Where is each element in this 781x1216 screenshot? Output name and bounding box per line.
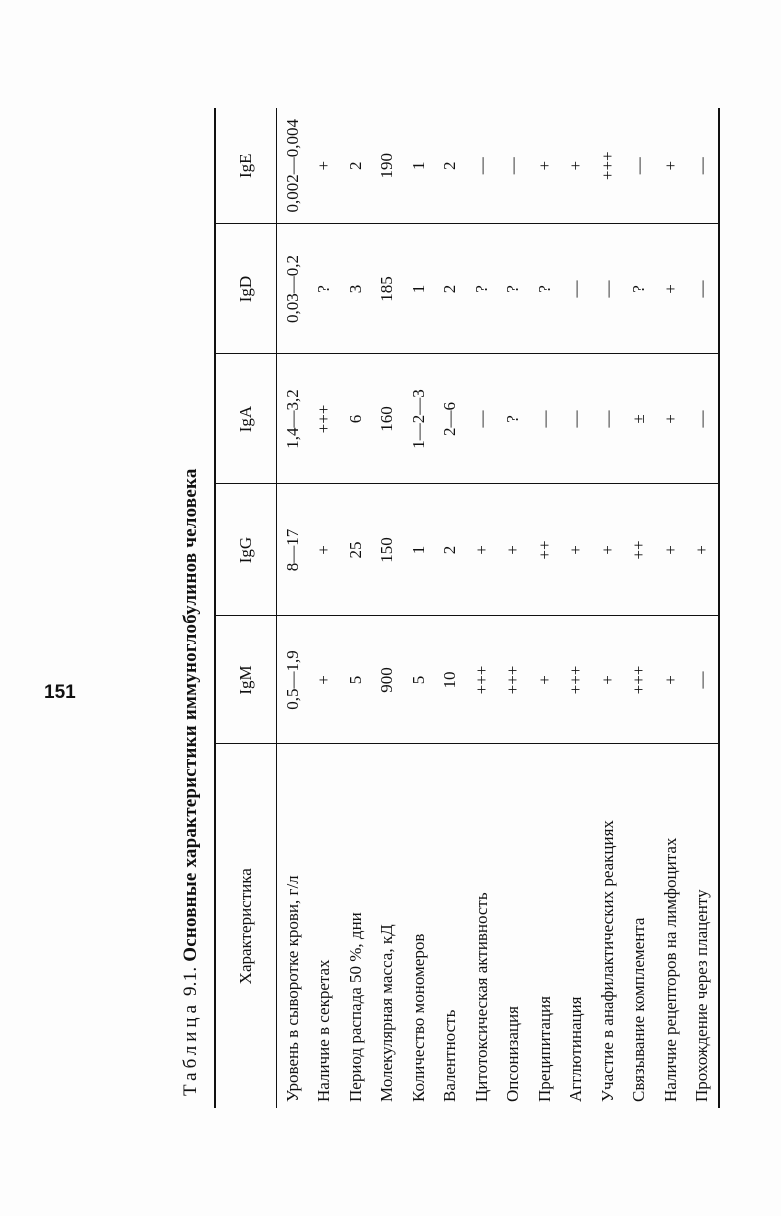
- row-label: Преципитация: [529, 744, 561, 1108]
- table-cell: 8—17: [277, 484, 309, 616]
- table-cell: —: [503, 157, 523, 175]
- table-cell: +: [655, 484, 687, 616]
- table-cell: 3: [340, 224, 372, 354]
- table-cell: —: [561, 354, 593, 484]
- table-cell: 2—6: [435, 354, 467, 484]
- table-cell: 5: [403, 616, 435, 744]
- table-cell: 1: [403, 224, 435, 354]
- row-label: Участие в анафилактических реакциях: [592, 744, 624, 1108]
- row-label: Период распада 50 %, дни: [340, 744, 372, 1108]
- table-row: [372, 108, 404, 1108]
- table-cell: 10: [435, 616, 467, 744]
- table-row: [655, 108, 687, 1108]
- row-label: Валентность: [435, 744, 467, 1108]
- table-cell: 900: [372, 616, 404, 744]
- caption-number: 9.1.: [180, 966, 201, 997]
- table-row: [498, 108, 530, 1108]
- table-row: [561, 108, 593, 1108]
- table-cell: +++: [309, 354, 341, 484]
- table-cell: +: [592, 484, 624, 616]
- table-cell: ±: [624, 354, 656, 484]
- table-cell: +: [655, 224, 687, 354]
- table-cell: +: [309, 616, 341, 744]
- table-cell: 1: [403, 484, 435, 616]
- table-cell: +++: [498, 616, 530, 744]
- table-cell: ?: [529, 224, 561, 354]
- table-cell: +: [655, 354, 687, 484]
- row-label: Молекулярная масса, кД: [372, 744, 404, 1108]
- header-characteristic: Характеристика: [215, 744, 277, 1108]
- table-cell: ?: [498, 354, 530, 484]
- table-cell: —: [471, 157, 491, 175]
- table-body: [277, 108, 720, 1108]
- table-cell: —: [629, 157, 649, 175]
- table-row: [277, 108, 309, 1108]
- table-cell: +: [592, 616, 624, 744]
- table-header-row: [215, 108, 277, 1108]
- table-cell: +: [498, 484, 530, 616]
- table-cell: ?: [498, 224, 530, 354]
- row-label: Агглютинация: [561, 744, 593, 1108]
- header-igg: IgG: [215, 484, 277, 616]
- table-row: [592, 108, 624, 1108]
- table-cell: —: [466, 354, 498, 484]
- table-cell: ++: [624, 484, 656, 616]
- row-label: Прохождение через плаценту: [687, 744, 720, 1108]
- table-cell: 190: [377, 153, 397, 179]
- table-cell: +: [561, 484, 593, 616]
- table-cell: ?: [624, 224, 656, 354]
- table-cell: +++: [561, 616, 593, 744]
- table-cell: +++: [624, 616, 656, 744]
- header-iga: IgA: [215, 354, 277, 484]
- table-row: [403, 108, 435, 1108]
- row-label: Наличие рецепторов на лимфоцитах: [655, 744, 687, 1108]
- table-cell: —: [687, 354, 720, 484]
- table-row: [309, 108, 341, 1108]
- page-number: 151: [44, 682, 76, 703]
- table-cell: 5: [340, 616, 372, 744]
- table-row: [340, 108, 372, 1108]
- table-cell: +: [687, 484, 720, 616]
- table-cell: 160: [372, 354, 404, 484]
- table-cell: —: [687, 108, 720, 224]
- table-row: [687, 108, 720, 1108]
- table-cell: —: [687, 616, 720, 744]
- row-label: Уровень в сыворотке крови, г/л: [277, 744, 309, 1108]
- table-cell: 2: [440, 161, 460, 170]
- table-row: [466, 108, 498, 1108]
- table-cell: —: [592, 224, 624, 354]
- table-cell: 1: [408, 161, 428, 170]
- table-cell: 150: [372, 484, 404, 616]
- table-cell: —: [687, 224, 720, 354]
- table-cell: +++: [466, 616, 498, 744]
- table-cell: —: [561, 224, 593, 354]
- header-igm: IgM: [215, 616, 277, 744]
- immunoglobulin-table: [214, 108, 720, 1108]
- table-row: [435, 108, 467, 1108]
- table-cell: +: [566, 160, 586, 171]
- table-row: [529, 108, 561, 1108]
- table-caption: [180, 468, 202, 1096]
- table-row: [624, 108, 656, 1108]
- table-cell: 0,5—1,9: [277, 616, 309, 744]
- table-cell: —: [592, 354, 624, 484]
- table-cell: ?: [466, 224, 498, 354]
- caption-label: Таблица: [180, 1000, 201, 1096]
- row-label: Цитотоксическая активность: [466, 744, 498, 1108]
- table-cell: +: [314, 160, 334, 171]
- table-cell: 2: [435, 484, 467, 616]
- row-label: Количество мономеров: [403, 744, 435, 1108]
- table-cell: +: [660, 160, 680, 171]
- caption-title: Основные характеристики иммуноглобулинов человека: [180, 468, 201, 962]
- table-cell: +: [534, 160, 554, 171]
- table-cell: +: [655, 616, 687, 744]
- table-cell: +: [529, 616, 561, 744]
- table-cell: 0,002—0,004: [282, 119, 302, 213]
- table-cell: 2: [435, 224, 467, 354]
- row-label: Опсонизация: [498, 744, 530, 1108]
- table-cell: 2: [345, 161, 365, 170]
- table-cell: 25: [340, 484, 372, 616]
- table-cell: +: [466, 484, 498, 616]
- table-cell: 0,03—0,2: [277, 224, 309, 354]
- table-cell: 1,4—3,2: [277, 354, 309, 484]
- row-label: Наличие в секретах: [309, 744, 341, 1108]
- table-cell: 1—2—3: [403, 354, 435, 484]
- table-cell: +: [309, 484, 341, 616]
- table-cell: +++: [597, 151, 617, 181]
- table-cell: ?: [309, 224, 341, 354]
- header-ige: IgE: [215, 108, 277, 224]
- table-cell: 185: [372, 224, 404, 354]
- row-label: Связывание комплемента: [624, 744, 656, 1108]
- table-cell: 6: [340, 354, 372, 484]
- header-igd: IgD: [215, 224, 277, 354]
- table-cell: —: [529, 354, 561, 484]
- table-cell: ++: [529, 484, 561, 616]
